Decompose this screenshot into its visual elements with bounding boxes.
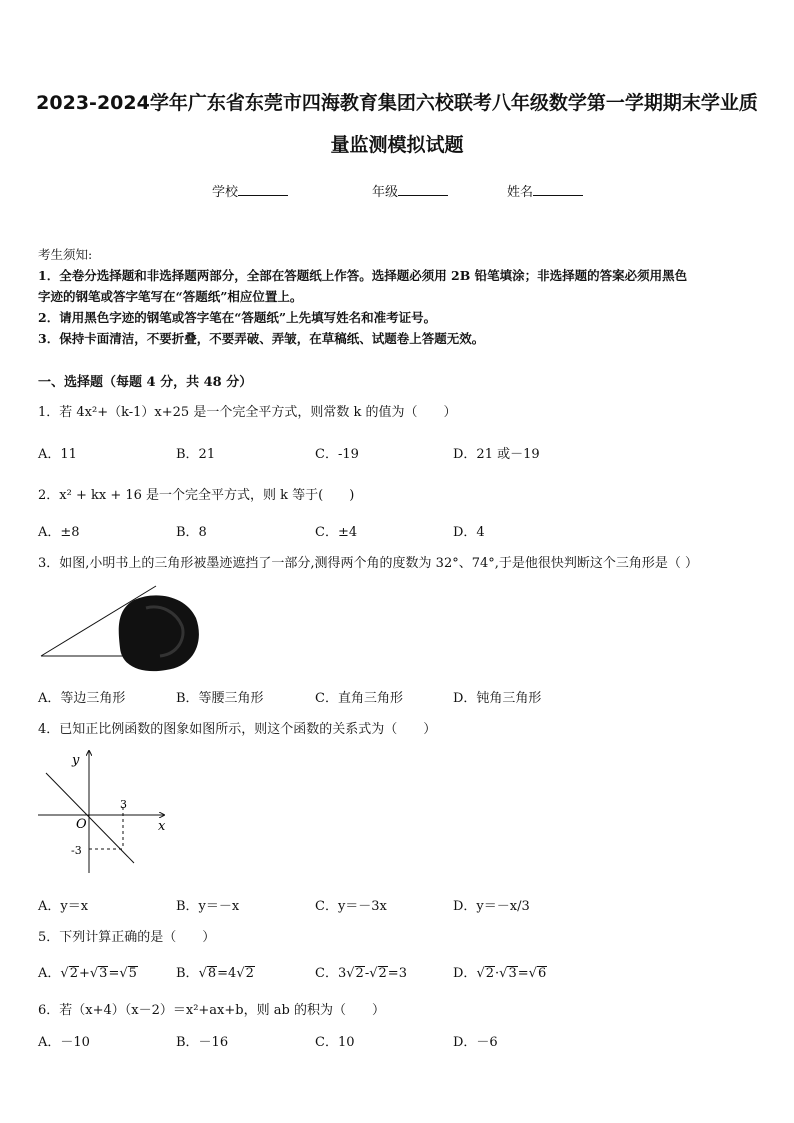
q2-option-a: A．±8 bbox=[38, 525, 80, 540]
grade-blank bbox=[398, 183, 448, 196]
q2-option-d: D．4 bbox=[453, 525, 485, 540]
linear-function-graph bbox=[36, 745, 176, 880]
radicand: 3 bbox=[508, 966, 517, 981]
operator: + bbox=[78, 966, 90, 981]
notice-item: 2．请用黑色字迹的钢笔或答字笔在“答题纸”上先填写姓名和准考证号。 bbox=[38, 310, 437, 325]
operator: - bbox=[364, 966, 370, 981]
grade-label: 年级 bbox=[372, 185, 399, 200]
school-blank bbox=[238, 183, 288, 196]
radicand: 3 bbox=[99, 966, 108, 981]
coefficient: 3 bbox=[337, 966, 347, 981]
radicand: 2 bbox=[378, 966, 387, 981]
origin-label: O bbox=[76, 817, 87, 832]
radicand: 2 bbox=[245, 966, 254, 981]
radicand: 8 bbox=[207, 966, 217, 981]
grade-field bbox=[372, 181, 448, 200]
q4-option-d: D．y＝－x/3 bbox=[453, 899, 530, 914]
tick-label-minus3: -3 bbox=[71, 844, 82, 857]
radicand: 2 bbox=[69, 966, 78, 981]
name-label: 姓名 bbox=[507, 185, 534, 200]
operator: = bbox=[517, 966, 529, 981]
q5-option-c: C．3√2-√2=3 bbox=[315, 966, 407, 981]
q4-option-b: B．y＝－x bbox=[176, 899, 240, 914]
q4-option-c: C．y＝－3x bbox=[315, 899, 387, 914]
notice-heading: 考生须知: bbox=[38, 247, 93, 262]
q6-option-d: D．－6 bbox=[453, 1035, 498, 1050]
question-3-stem: 3．如图,小明书上的三角形被墨迹遮挡了一部分,测得两个角的度数为 32°、74°,于是他很快判断这个三角形是（ ） bbox=[38, 556, 699, 571]
page-title: 2023-2024学年广东省东莞市四海教育集团六校联考八年级数学第一学期期末学业质 bbox=[36, 92, 758, 114]
q1-option-c: C．-19 bbox=[315, 447, 359, 462]
q2-option-b: B．8 bbox=[176, 525, 207, 540]
y-axis-label: y bbox=[72, 753, 80, 768]
operator: · bbox=[495, 966, 500, 981]
q2-option-c: C．±4 bbox=[315, 525, 358, 540]
radicand: 2 bbox=[355, 966, 364, 981]
q6-option-c: C．10 bbox=[315, 1035, 355, 1050]
q1-option-d: D．21 或－19 bbox=[453, 447, 540, 462]
question-4-stem: 4．已知正比例函数的图象如图所示，则这个函数的关系式为（ ） bbox=[38, 722, 437, 737]
notice-item: 3．保持卡面清洁，不要折叠，不要弄破、弄皱，在草稿纸、试题卷上答题无效。 bbox=[38, 331, 485, 346]
option-letter: D． bbox=[453, 966, 477, 981]
option-letter: B． bbox=[176, 966, 199, 981]
question-1-stem: 1．若 4x²+（k-1）x+25 是一个完全平方式，则常数 k 的值为（ ） bbox=[38, 405, 457, 420]
q3-option-a: A．等边三角形 bbox=[38, 691, 126, 706]
radicand: 2 bbox=[485, 966, 495, 981]
q1-option-b: B．21 bbox=[176, 447, 216, 462]
operator: = bbox=[108, 966, 120, 981]
question-2-stem: 2．x² + kx + 16 是一个完全平方式，则 k 等于( ) bbox=[38, 488, 355, 503]
q4-option-a: A．y＝x bbox=[38, 899, 89, 914]
x-axis-label: x bbox=[158, 819, 166, 834]
school-label: 学校 bbox=[212, 185, 239, 200]
name-blank bbox=[533, 183, 583, 196]
operator: =4 bbox=[217, 966, 237, 981]
q5-option-a: A．√2+√3=√5 bbox=[38, 966, 137, 981]
radicand: 6 bbox=[537, 966, 547, 981]
notice-item: 1．全卷分选择题和非选择题两部分，全部在答题纸上作答。选择题必须用 2B 铅笔填涂；非选择题的答案必须用黑色 bbox=[38, 268, 688, 283]
question-5-stem: 5．下列计算正确的是（ ） bbox=[38, 930, 216, 945]
question-6-stem: 6．若（x+4）（x－2）＝x²+ax+b，则 ab 的积为（ ） bbox=[38, 1003, 385, 1018]
q6-option-b: B．－16 bbox=[176, 1035, 229, 1050]
ink-triangle-figure bbox=[36, 578, 206, 678]
radicand: 5 bbox=[128, 966, 137, 981]
school-field bbox=[212, 181, 288, 200]
q6-option-a: A．－10 bbox=[38, 1035, 90, 1050]
notice-item: 字迹的钢笔或答字笔写在“答题纸”相应位置上。 bbox=[38, 289, 303, 304]
tick-label-3: 3 bbox=[120, 798, 127, 811]
section-heading: 一、选择题（每题 4 分，共 48 分） bbox=[38, 375, 253, 390]
q5-option-b: B．√8=4√2 bbox=[176, 966, 254, 981]
q5-option-d: D．√2·√3=√6 bbox=[453, 966, 547, 981]
name-field bbox=[507, 181, 583, 200]
page-title-line2: 量监测模拟试题 bbox=[330, 134, 464, 156]
option-letter: A． bbox=[38, 966, 61, 981]
q3-option-b: B．等腰三角形 bbox=[176, 691, 264, 706]
q1-option-a: A．11 bbox=[38, 447, 77, 462]
q3-option-c: C．直角三角形 bbox=[315, 691, 403, 706]
operator: =3 bbox=[387, 966, 407, 981]
option-letter: C． bbox=[315, 966, 338, 981]
q3-option-d: D．钝角三角形 bbox=[453, 691, 542, 706]
